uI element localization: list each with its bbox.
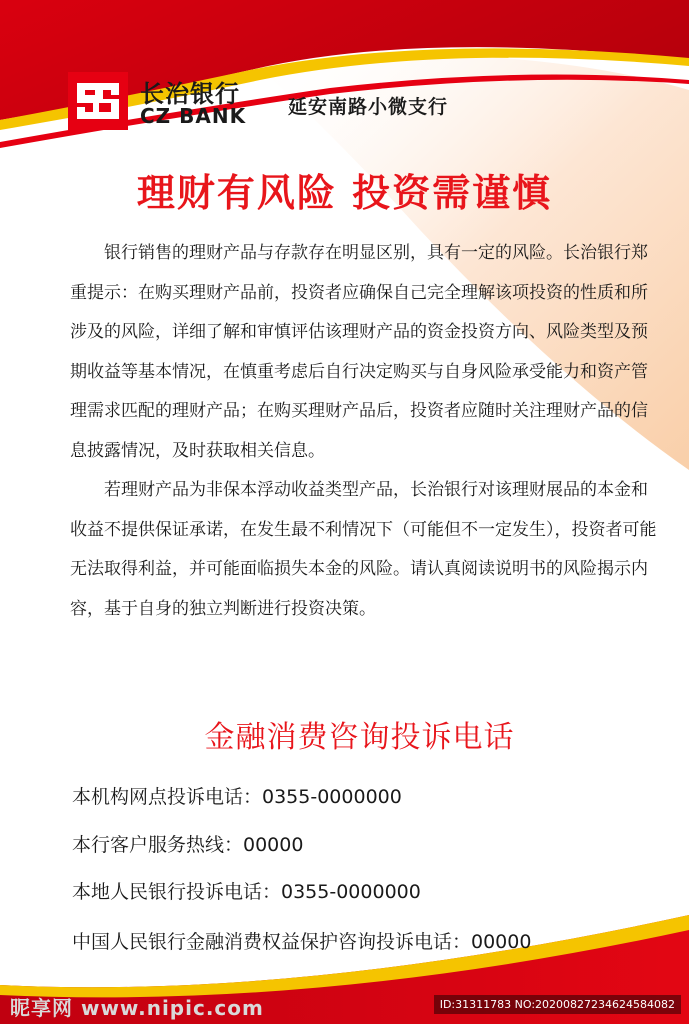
cz-bank-logo-icon — [68, 72, 128, 130]
site-watermark: 昵享网 www.nipic.com — [10, 996, 264, 1020]
risk-notice-body — [70, 234, 660, 629]
bank-name-cn: 长治银行 — [140, 80, 240, 108]
branch-complaint-phone: 本机构网点投诉电话：0355-0000000 — [72, 786, 402, 808]
branch-name: 延安南路小微支行 — [288, 96, 449, 118]
local-pboc-complaint-phone: 本地人民银行投诉电话：0355-0000000 — [72, 881, 421, 903]
contact-heading: 金融消费咨询投诉电话 — [204, 720, 515, 755]
customer-service-hotline: 本行客户服务热线：00000 — [72, 834, 304, 856]
page-title: 理财有风险 投资需谨慎 — [136, 171, 553, 215]
image-id-watermark: ID:31311783 NO:20200827234624584082 — [434, 995, 681, 1014]
pboc-consumer-protection-phone: 中国人民银行金融消费权益保护咨询投诉电话：00000 — [72, 931, 532, 953]
bank-name-en: CZ BANK — [140, 104, 247, 128]
paragraph-1: 银行销售的理财产品与存款存在明显区别，具有一定的风险。长治银行郑重提示：在购买理财产品前，投资者应确保自己完全理解该项投资的性质和所涉及的风险，详细了解和审慎评估该理财产品的资金投资方向、风险类型及预期收益等基本情况，在慎重考虑后自行决定购买与自身风险承受能力和资产管理需求匹配的理财产品；在购买理财产品后，投资者应随时关注理财产品的信息披露情况，及时获取相关信息。 — [70, 243, 648, 461]
paragraph-2: 若理财产品为非保本浮动收益类型产品，长治银行对该理财展品的本金和收益不提供保证承诺，在发生最不利情况下（可能但不一定发生），投资者可能无法取得利益，并可能面临损失本金的风险。请认真阅读说明书的风险揭示内容，基于自身的独立判断进行投资决策。 — [70, 480, 657, 619]
